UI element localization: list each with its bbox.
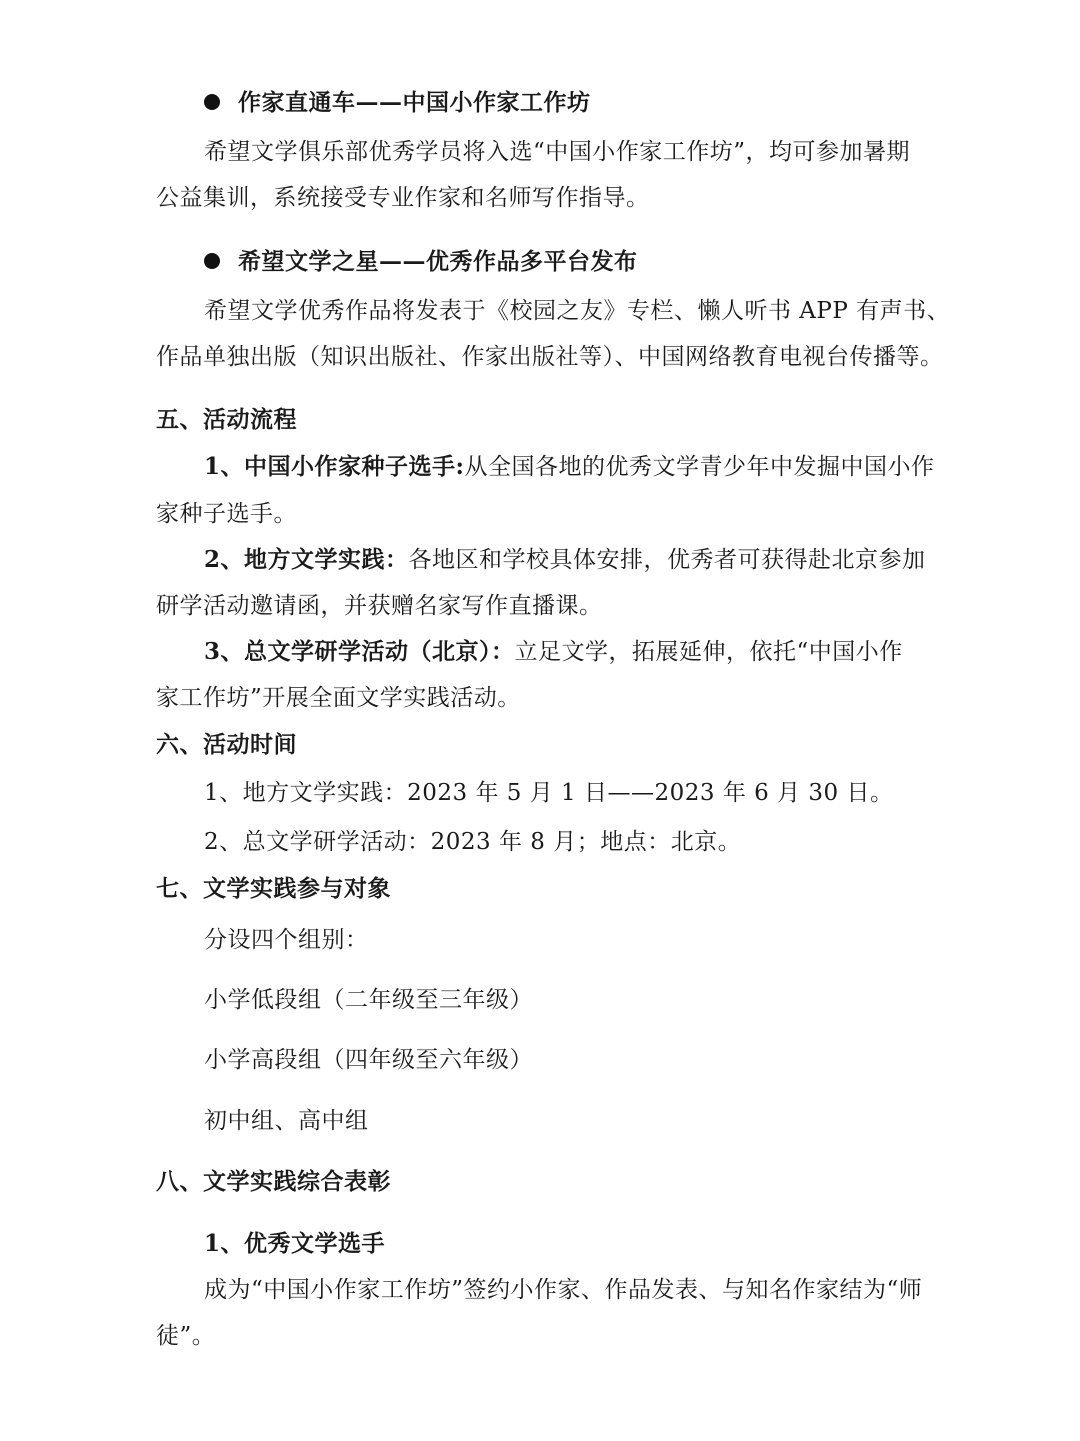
list-item: 小学高段组（四年级至六年级） xyxy=(204,1047,533,1073)
paragraph-line: 家工作坊”开展全面文学实践活动。 xyxy=(156,685,521,711)
bullet-heading-2: 希望文学之星——优秀作品多平台发布 xyxy=(204,247,638,277)
section-heading: 七、文学实践参与对象 xyxy=(156,875,391,902)
section-heading: 八、文学实践综合表彰 xyxy=(156,1168,391,1195)
list-item: 初中组、高中组 xyxy=(204,1108,369,1134)
list-item: 小学低段组（二年级至三年级） xyxy=(204,987,533,1013)
list-item: 分设四个组别： xyxy=(204,927,369,953)
bullet-dot-icon xyxy=(204,94,220,110)
paragraph-line: 希望文学优秀作品将发表于《校园之友》专栏、懒人听书 APP 有声书、 xyxy=(204,298,951,324)
list-item: 1、地方文学实践：2023 年 5 月 1 日——2023 年 6 月 30 日。 xyxy=(204,780,894,806)
section-heading: 六、活动时间 xyxy=(156,731,297,758)
paragraph-line: 徒”。 xyxy=(156,1323,216,1349)
paragraph-line: 公益集训，系统接受专业作家和名师写作指导。 xyxy=(156,185,650,211)
paragraph-line: 研学活动邀请函，并获赠名家写作直播课。 xyxy=(156,593,603,619)
sub-heading: 1、优秀文学选手 xyxy=(204,1230,386,1257)
paragraph-line: 家种子选手。 xyxy=(156,501,297,527)
list-item: 3、总文学研学活动（北京）：立足文学，拓展延伸，依托“中国小作 xyxy=(204,638,903,665)
list-item: 1、中国小作家种子选手:从全国各地的优秀文学青少年中发掘中国小作 xyxy=(204,453,935,480)
section-heading: 五、活动流程 xyxy=(156,406,297,433)
list-item: 2、总文学研学活动：2023 年 8 月；地点：北京。 xyxy=(204,829,742,855)
list-item: 2、地方文学实践：各地区和学校具体安排，优秀者可获得赴北京参加 xyxy=(204,546,926,573)
bullet-dot-icon xyxy=(204,253,220,269)
paragraph-line: 作品单独出版（知识出版社、作家出版社等）、中国网络教育电视台传播等。 xyxy=(156,344,944,370)
bullet-heading-1: 作家直通车——中国小作家工作坊 xyxy=(204,88,591,118)
paragraph-line: 希望文学俱乐部优秀学员将入选“中国小作家工作坊”，均可参加暑期 xyxy=(204,139,911,165)
paragraph-line: 成为“中国小作家工作坊”签约小作家、作品发表、与知名作家结为“师 xyxy=(204,1277,923,1303)
